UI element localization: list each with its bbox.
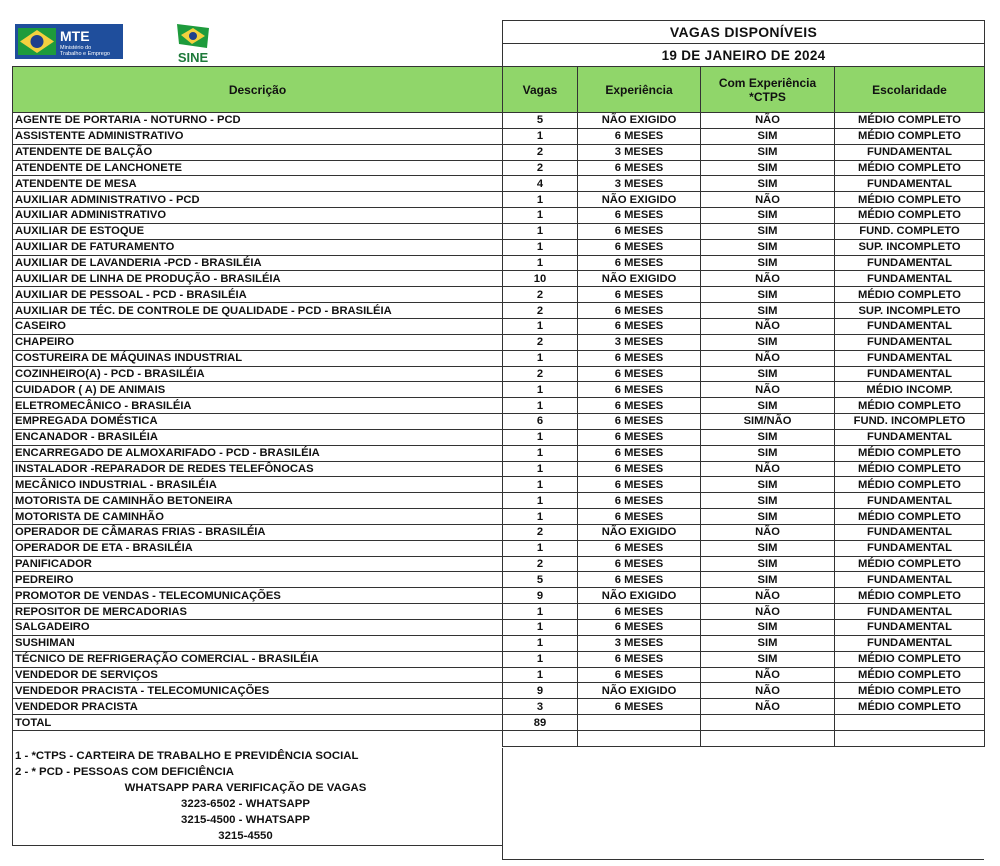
cell-escolaridade: MÉDIO COMPLETO — [835, 398, 985, 414]
cell-escolaridade: MÉDIO COMPLETO — [835, 588, 985, 604]
column-header-experiencia: Experiência — [578, 67, 701, 113]
table-row — [13, 255, 985, 271]
blank-cell — [701, 731, 835, 747]
column-header-row — [13, 67, 985, 113]
cell-ctps: NÃO — [701, 699, 835, 715]
table-row — [13, 540, 985, 556]
cell-vagas: 1 — [503, 208, 578, 224]
cell-escolaridade: MÉDIO COMPLETO — [835, 287, 985, 303]
table-row — [13, 398, 985, 414]
cell-experiencia: 6 MESES — [578, 493, 701, 509]
cell-escolaridade: FUNDAMENTAL — [835, 635, 985, 651]
cell-vagas: 2 — [503, 303, 578, 319]
cell-vagas: 2 — [503, 144, 578, 160]
cell-experiencia: 3 MESES — [578, 334, 701, 350]
mte-logo-icon — [15, 24, 123, 59]
column-header-vagas: Vagas — [503, 67, 578, 113]
cell-ctps: SIM — [701, 429, 835, 445]
logo-area — [13, 21, 503, 67]
table-row — [13, 635, 985, 651]
cell-escolaridade: FUNDAMENTAL — [835, 620, 985, 636]
cell-descricao: AUXILIAR ADMINISTRATIVO - PCD — [13, 192, 503, 208]
cell-experiencia: 3 MESES — [578, 144, 701, 160]
cell-escolaridade: FUND. INCOMPLETO — [835, 414, 985, 430]
cell-experiencia: 6 MESES — [578, 556, 701, 572]
cell-vagas: 1 — [503, 255, 578, 271]
cell-escolaridade: FUNDAMENTAL — [835, 366, 985, 382]
cell-vagas: 1 — [503, 128, 578, 144]
cell-experiencia: 6 MESES — [578, 667, 701, 683]
cell-descricao: AUXILIAR DE LINHA DE PRODUÇÃO - BRASILÉIA — [13, 271, 503, 287]
table-row — [13, 334, 985, 350]
cell-descricao: COSTUREIRA DE MÁQUINAS INDUSTRIAL — [13, 350, 503, 366]
table-row — [13, 239, 985, 255]
cell-ctps: SIM/NÃO — [701, 414, 835, 430]
cell-descricao: AUXILIAR ADMINISTRATIVO — [13, 208, 503, 224]
vacancies-table — [12, 20, 985, 747]
cell-vagas: 1 — [503, 223, 578, 239]
cell-escolaridade: FUNDAMENTAL — [835, 524, 985, 540]
table-row — [13, 318, 985, 334]
cell-ctps: NÃO — [701, 192, 835, 208]
cell-ctps: NÃO — [701, 683, 835, 699]
table-row — [13, 366, 985, 382]
cell-ctps: SIM — [701, 366, 835, 382]
table-body — [13, 113, 985, 715]
cell-ctps: NÃO — [701, 667, 835, 683]
table-row — [13, 524, 985, 540]
cell-escolaridade: MÉDIO COMPLETO — [835, 192, 985, 208]
cell-vagas: 4 — [503, 176, 578, 192]
cell-vagas: 1 — [503, 382, 578, 398]
cell-descricao: AGENTE DE PORTARIA - NOTURNO - PCD — [13, 113, 503, 129]
cell-experiencia: NÃO EXIGIDO — [578, 683, 701, 699]
column-header-com-experiencia-line1: Com Experiência — [718, 75, 817, 90]
total-value: 89 — [503, 715, 578, 731]
cell-ctps: SIM — [701, 493, 835, 509]
table-row — [13, 382, 985, 398]
cell-descricao: ASSISTENTE ADMINISTRATIVO — [13, 128, 503, 144]
cell-escolaridade: MÉDIO COMPLETO — [835, 667, 985, 683]
footnotes — [12, 731, 502, 846]
table-row — [13, 208, 985, 224]
cell-experiencia: 6 MESES — [578, 303, 701, 319]
cell-experiencia: 6 MESES — [578, 318, 701, 334]
cell-descricao: AUXILIAR DE LAVANDERIA -PCD - BRASILÉIA — [13, 255, 503, 271]
cell-vagas: 10 — [503, 271, 578, 287]
cell-ctps: SIM — [701, 651, 835, 667]
cell-ctps: NÃO — [701, 588, 835, 604]
cell-descricao: SALGADEIRO — [13, 620, 503, 636]
cell-experiencia: 6 MESES — [578, 398, 701, 414]
cell-ctps: SIM — [701, 572, 835, 588]
cell-ctps: NÃO — [701, 113, 835, 129]
cell-ctps: NÃO — [701, 271, 835, 287]
cell-experiencia: 6 MESES — [578, 208, 701, 224]
cell-descricao: VENDEDOR PRACISTA - TELECOMUNICAÇÕES — [13, 683, 503, 699]
cell-ctps: SIM — [701, 540, 835, 556]
cell-vagas: 9 — [503, 683, 578, 699]
cell-ctps: SIM — [701, 255, 835, 271]
job-sheet — [12, 20, 984, 747]
cell-ctps: NÃO — [701, 382, 835, 398]
cell-vagas: 2 — [503, 524, 578, 540]
cell-experiencia: 6 MESES — [578, 620, 701, 636]
table-row — [13, 113, 985, 129]
svg-text:Trabalho e Emprego: Trabalho e Emprego — [59, 50, 110, 57]
cell-descricao: INSTALADOR -REPARADOR DE REDES TELEFÔNOCAS — [13, 461, 503, 477]
cell-ctps: NÃO — [701, 604, 835, 620]
cell-vagas: 9 — [503, 588, 578, 604]
cell-escolaridade: FUNDAMENTAL — [835, 144, 985, 160]
cell-vagas: 1 — [503, 192, 578, 208]
cell-ctps: SIM — [701, 334, 835, 350]
table-row — [13, 128, 985, 144]
cell-ctps: SIM — [701, 556, 835, 572]
table-row — [13, 588, 985, 604]
cell-ctps: SIM — [701, 144, 835, 160]
cell-ctps: SIM — [701, 635, 835, 651]
cell-vagas: 6 — [503, 414, 578, 430]
cell-experiencia: 6 MESES — [578, 366, 701, 382]
cell-escolaridade: FUNDAMENTAL — [835, 493, 985, 509]
cell-ctps: NÃO — [701, 318, 835, 334]
cell-experiencia: NÃO EXIGIDO — [578, 588, 701, 604]
cell-vagas: 1 — [503, 429, 578, 445]
cell-experiencia: 6 MESES — [578, 223, 701, 239]
cell-experiencia: 6 MESES — [578, 429, 701, 445]
cell-escolaridade: FUNDAMENTAL — [835, 271, 985, 287]
cell-experiencia: 3 MESES — [578, 635, 701, 651]
cell-vagas: 1 — [503, 667, 578, 683]
cell-escolaridade: FUNDAMENTAL — [835, 176, 985, 192]
table-row — [13, 160, 985, 176]
cell-escolaridade: FUNDAMENTAL — [835, 429, 985, 445]
total-empty-cell — [578, 715, 701, 731]
cell-escolaridade: MÉDIO COMPLETO — [835, 208, 985, 224]
cell-escolaridade: FUNDAMENTAL — [835, 540, 985, 556]
cell-descricao: CUIDADOR ( A) DE ANIMAIS — [13, 382, 503, 398]
cell-ctps: SIM — [701, 398, 835, 414]
cell-escolaridade: MÉDIO COMPLETO — [835, 113, 985, 129]
right-border-frame — [502, 748, 984, 860]
cell-descricao: AUXILIAR DE PESSOAL - PCD - BRASILÉIA — [13, 287, 503, 303]
cell-experiencia: 6 MESES — [578, 160, 701, 176]
cell-experiencia: NÃO EXIGIDO — [578, 524, 701, 540]
sine-flag-icon — [171, 22, 216, 64]
table-row — [13, 699, 985, 715]
table-row — [13, 620, 985, 636]
cell-descricao: ENCARREGADO DE ALMOXARIFADO - PCD - BRASILÉIA — [13, 445, 503, 461]
cell-descricao: ATENDENTE DE LANCHONETE — [13, 160, 503, 176]
cell-vagas: 5 — [503, 572, 578, 588]
table-row — [13, 350, 985, 366]
cell-escolaridade: MÉDIO COMPLETO — [835, 477, 985, 493]
cell-descricao: VENDEDOR DE SERVIÇOS — [13, 667, 503, 683]
table-row — [13, 271, 985, 287]
cell-ctps: SIM — [701, 287, 835, 303]
cell-experiencia: 6 MESES — [578, 382, 701, 398]
cell-descricao: CHAPEIRO — [13, 334, 503, 350]
cell-descricao: ENCANADOR - BRASILÉIA — [13, 429, 503, 445]
cell-ctps: SIM — [701, 239, 835, 255]
cell-vagas: 1 — [503, 604, 578, 620]
cell-vagas: 2 — [503, 287, 578, 303]
cell-descricao: VENDEDOR PRACISTA — [13, 699, 503, 715]
cell-vagas: 2 — [503, 160, 578, 176]
table-row — [13, 556, 985, 572]
cell-escolaridade: SUP. INCOMPLETO — [835, 239, 985, 255]
cell-descricao: EMPREGADA DOMÉSTICA — [13, 414, 503, 430]
cell-descricao: ELETROMECÂNICO - BRASILÉIA — [13, 398, 503, 414]
cell-escolaridade: MÉDIO COMPLETO — [835, 509, 985, 525]
table-row — [13, 192, 985, 208]
cell-escolaridade: FUNDAMENTAL — [835, 350, 985, 366]
cell-vagas: 1 — [503, 477, 578, 493]
cell-experiencia: NÃO EXIGIDO — [578, 192, 701, 208]
table-row — [13, 414, 985, 430]
cell-descricao: AUXILIAR DE FATURAMENTO — [13, 239, 503, 255]
cell-ctps: SIM — [701, 477, 835, 493]
table-row — [13, 223, 985, 239]
cell-vagas: 2 — [503, 366, 578, 382]
cell-ctps: SIM — [701, 176, 835, 192]
cell-experiencia: 6 MESES — [578, 461, 701, 477]
cell-descricao: SUSHIMAN — [13, 635, 503, 651]
cell-ctps: SIM — [701, 208, 835, 224]
total-row — [13, 715, 985, 731]
footnote-pcd: 2 - * PCD - PESSOAS COM DEFICIÊNCIA — [15, 766, 234, 778]
cell-vagas: 3 — [503, 699, 578, 715]
cell-escolaridade: MÉDIO COMPLETO — [835, 160, 985, 176]
cell-experiencia: 6 MESES — [578, 414, 701, 430]
cell-experiencia: 6 MESES — [578, 651, 701, 667]
cell-ctps: SIM — [701, 128, 835, 144]
cell-vagas: 1 — [503, 509, 578, 525]
cell-vagas: 1 — [503, 445, 578, 461]
cell-descricao: ATENDENTE DE BALÇÃO — [13, 144, 503, 160]
cell-descricao: OPERADOR DE CÂMARAS FRIAS - BRASILÉIA — [13, 524, 503, 540]
cell-vagas: 1 — [503, 620, 578, 636]
cell-descricao: PROMOTOR DE VENDAS - TELECOMUNICAÇÕES — [13, 588, 503, 604]
cell-escolaridade: MÉDIO COMPLETO — [835, 651, 985, 667]
cell-experiencia: 6 MESES — [578, 572, 701, 588]
cell-descricao: OPERADOR DE ETA - BRASILÉIA — [13, 540, 503, 556]
cell-descricao: AUXILIAR DE TÉC. DE CONTROLE DE QUALIDADE - PCD - BRASILÉIA — [13, 303, 503, 319]
cell-escolaridade: MÉDIO COMPLETO — [835, 683, 985, 699]
cell-vagas: 1 — [503, 239, 578, 255]
footnote-ctps: 1 - *CTPS - CARTEIRA DE TRABALHO E PREVIDÊNCIA SOCIAL — [15, 750, 359, 762]
column-header-com-experiencia-line2: *CTPS — [749, 89, 786, 104]
cell-vagas: 2 — [503, 334, 578, 350]
cell-descricao: MOTORISTA DE CAMINHÃO — [13, 509, 503, 525]
cell-ctps: NÃO — [701, 461, 835, 477]
cell-ctps: SIM — [701, 509, 835, 525]
cell-experiencia: 3 MESES — [578, 176, 701, 192]
svg-text:MTE: MTE — [59, 27, 90, 44]
table-row — [13, 651, 985, 667]
whatsapp-title: WHATSAPP PARA VERIFICAÇÃO DE VAGAS — [124, 782, 367, 794]
column-header-descricao: Descrição — [13, 67, 503, 113]
table-row — [13, 493, 985, 509]
cell-experiencia: 6 MESES — [578, 699, 701, 715]
cell-experiencia: 6 MESES — [578, 287, 701, 303]
table-row — [13, 445, 985, 461]
phone-2: 3215-4500 - WHATSAPP — [181, 814, 310, 826]
cell-experiencia: 6 MESES — [578, 255, 701, 271]
cell-ctps: SIM — [701, 303, 835, 319]
cell-descricao: MOTORISTA DE CAMINHÃO BETONEIRA — [13, 493, 503, 509]
cell-vagas: 1 — [503, 461, 578, 477]
cell-escolaridade: MÉDIO COMPLETO — [835, 699, 985, 715]
table-row — [13, 176, 985, 192]
svg-text:Ministério do: Ministério do — [59, 44, 91, 51]
cell-descricao: REPOSITOR DE MERCADORIAS — [13, 604, 503, 620]
table-row — [13, 604, 985, 620]
cell-descricao: PANIFICADOR — [13, 556, 503, 572]
cell-escolaridade: MÉDIO INCOMP. — [835, 382, 985, 398]
cell-experiencia: 6 MESES — [578, 540, 701, 556]
cell-vagas: 1 — [503, 350, 578, 366]
cell-vagas: 5 — [503, 113, 578, 129]
table-row — [13, 429, 985, 445]
svg-text:SINE: SINE — [177, 49, 208, 64]
cell-descricao: AUXILIAR DE ESTOQUE — [13, 223, 503, 239]
cell-experiencia: NÃO EXIGIDO — [578, 271, 701, 287]
cell-ctps: SIM — [701, 620, 835, 636]
cell-escolaridade: MÉDIO COMPLETO — [835, 445, 985, 461]
total-empty-cell — [835, 715, 985, 731]
cell-vagas: 1 — [503, 493, 578, 509]
cell-escolaridade: MÉDIO COMPLETO — [835, 461, 985, 477]
cell-vagas: 1 — [503, 318, 578, 334]
cell-experiencia: 6 MESES — [578, 239, 701, 255]
table-row — [13, 572, 985, 588]
blank-cell — [835, 731, 985, 747]
cell-experiencia: 6 MESES — [578, 604, 701, 620]
cell-escolaridade: FUNDAMENTAL — [835, 334, 985, 350]
total-empty-cell — [701, 715, 835, 731]
blank-cell — [578, 731, 701, 747]
column-header-com-experiencia — [701, 67, 835, 113]
cell-escolaridade: MÉDIO COMPLETO — [835, 556, 985, 572]
cell-experiencia: 6 MESES — [578, 128, 701, 144]
cell-descricao: CASEIRO — [13, 318, 503, 334]
blank-cell — [503, 731, 578, 747]
cell-vagas: 1 — [503, 651, 578, 667]
page-title: VAGAS DISPONÍVEIS — [503, 21, 985, 44]
table-row — [13, 287, 985, 303]
phone-3: 3215-4550 — [218, 830, 273, 842]
cell-escolaridade: FUNDAMENTAL — [835, 572, 985, 588]
cell-descricao: COZINHEIRO(A) - PCD - BRASILÉIA — [13, 366, 503, 382]
cell-descricao: MECÂNICO INDUSTRIAL - BRASILÉIA — [13, 477, 503, 493]
cell-vagas: 1 — [503, 398, 578, 414]
cell-vagas: 2 — [503, 556, 578, 572]
phone-1: 3223-6502 - WHATSAPP — [181, 798, 310, 810]
table-row — [13, 667, 985, 683]
cell-ctps: SIM — [701, 445, 835, 461]
cell-ctps: NÃO — [701, 350, 835, 366]
cell-escolaridade: FUND. COMPLETO — [835, 223, 985, 239]
cell-ctps: NÃO — [701, 524, 835, 540]
cell-escolaridade: FUNDAMENTAL — [835, 255, 985, 271]
cell-escolaridade: FUNDAMENTAL — [835, 318, 985, 334]
table-row — [13, 303, 985, 319]
cell-experiencia: 6 MESES — [578, 477, 701, 493]
cell-descricao: TÉCNICO DE REFRIGERAÇÃO COMERCIAL - BRASILÉIA — [13, 651, 503, 667]
cell-descricao: PEDREIRO — [13, 572, 503, 588]
table-row — [13, 509, 985, 525]
page-date: 19 DE JANEIRO DE 2024 — [503, 44, 985, 67]
total-label: TOTAL — [13, 715, 503, 731]
table-row — [13, 683, 985, 699]
cell-ctps: SIM — [701, 223, 835, 239]
column-header-escolaridade: Escolaridade — [835, 67, 985, 113]
table-row — [13, 144, 985, 160]
cell-experiencia: 6 MESES — [578, 509, 701, 525]
cell-ctps: SIM — [701, 160, 835, 176]
cell-escolaridade: SUP. INCOMPLETO — [835, 303, 985, 319]
cell-escolaridade: MÉDIO COMPLETO — [835, 128, 985, 144]
cell-vagas: 1 — [503, 540, 578, 556]
cell-experiencia: 6 MESES — [578, 350, 701, 366]
cell-vagas: 1 — [503, 635, 578, 651]
cell-descricao: ATENDENTE DE MESA — [13, 176, 503, 192]
table-row — [13, 461, 985, 477]
title-row — [13, 21, 985, 44]
cell-experiencia: 6 MESES — [578, 445, 701, 461]
cell-experiencia: NÃO EXIGIDO — [578, 113, 701, 129]
table-row — [13, 477, 985, 493]
cell-escolaridade: FUNDAMENTAL — [835, 604, 985, 620]
